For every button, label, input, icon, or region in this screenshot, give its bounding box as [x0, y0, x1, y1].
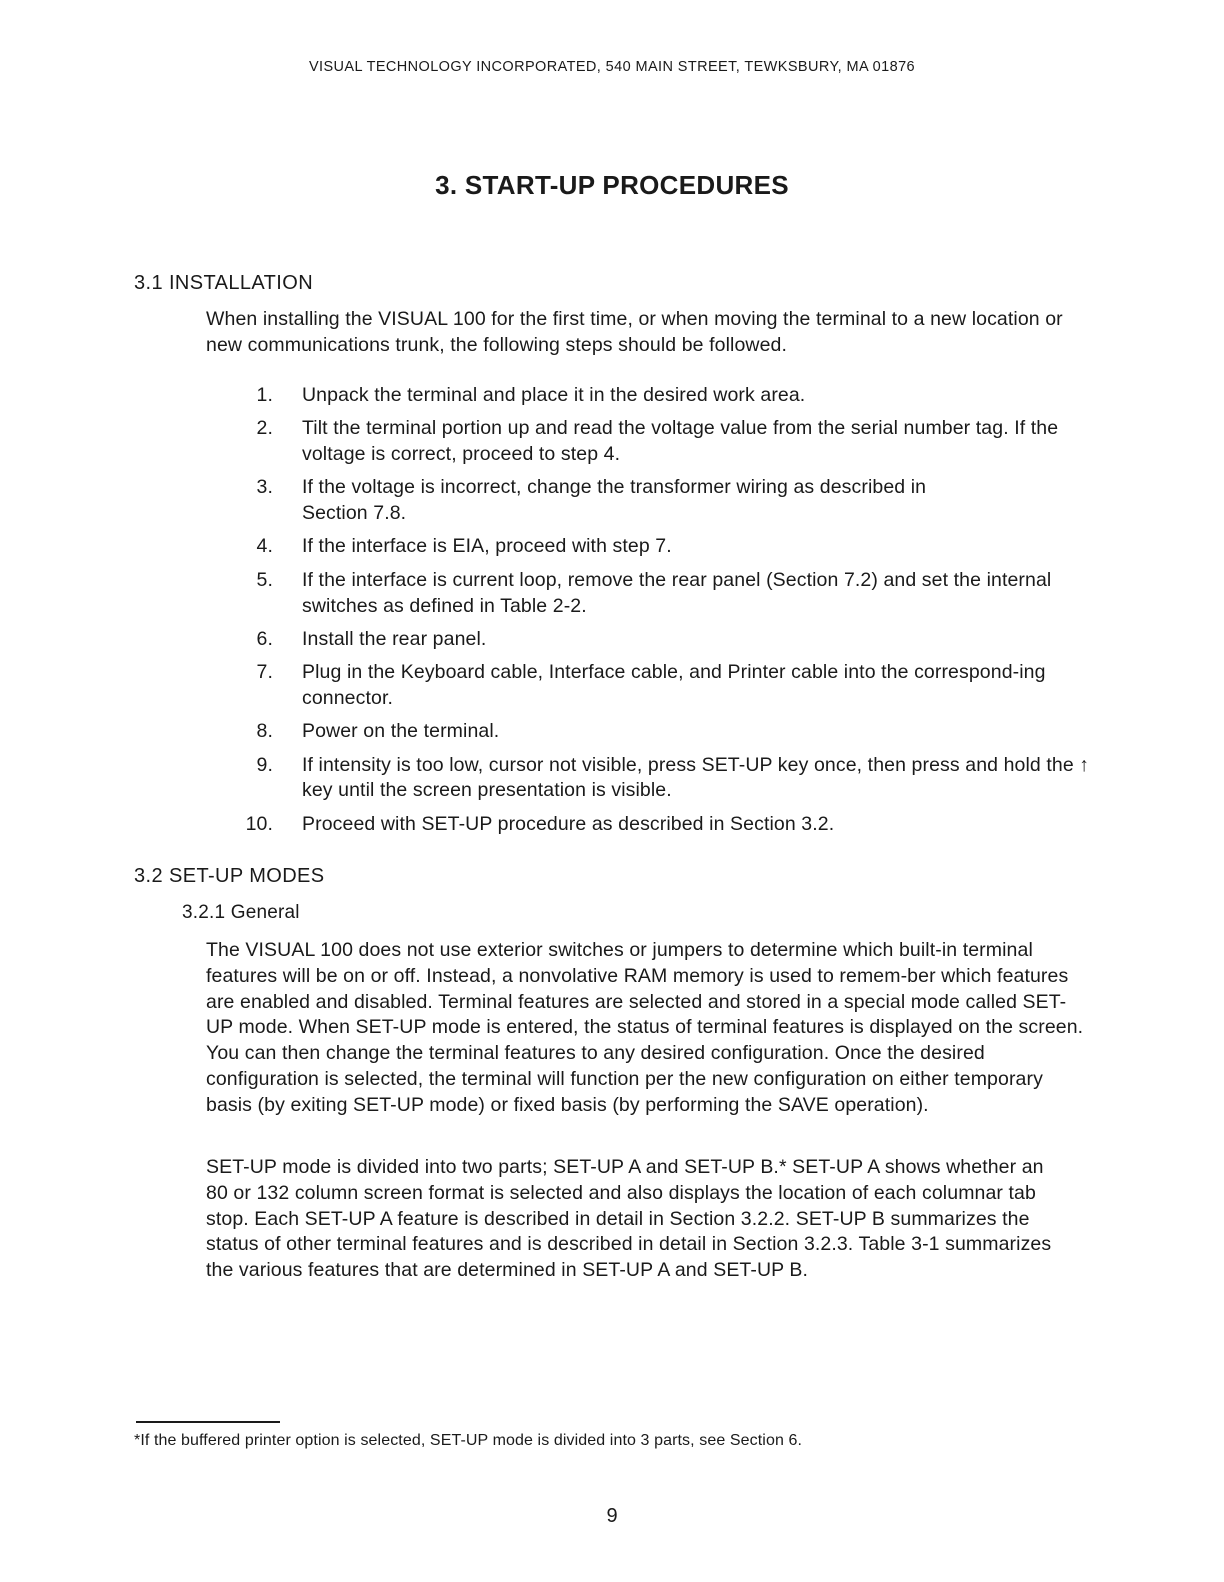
step-text: If intensity is too low, cursor not visible, press SET-UP key once, then press and hold the ↑ key until the screen presentation is visible.	[302, 753, 1090, 802]
step-number: 9.	[256, 753, 273, 776]
list-item	[230, 719, 1100, 745]
step-number: 4.	[256, 535, 273, 558]
page-number: 9	[606, 1505, 618, 1527]
step-number: 10.	[245, 812, 273, 835]
step-number: 1.	[256, 384, 273, 406]
installation-intro: When installing the VISUAL 100 for the first time, or when moving the terminal to a new location or new communications trunk, the following steps should be followed.	[206, 308, 1063, 356]
list-item	[230, 660, 1100, 712]
step-number: 3.	[256, 476, 273, 499]
general-paragraph-2: SET-UP mode is divided into two parts; SET-UP A and SET-UP B.* SET-UP A shows whether an 80 or 132 column screen format is selected and also displays the location of each columnar tab stop. Each SET-UP A feature is described in detail in Section 3.2.2. SET-UP B summarizes the status of other terminal features and is described in detail in Section 3.2.3. Table 3-1 summarizes the various features that are determined in SET-UP A and SET-UP B.	[206, 1156, 1052, 1282]
installation-steps-list	[230, 383, 1100, 845]
section-heading-installation: 3.1 INSTALLATION	[134, 272, 314, 294]
list-item	[230, 753, 1100, 805]
step-text: Install the rear panel.	[302, 627, 487, 650]
list-item	[230, 812, 1100, 838]
section-heading-setup-modes: 3.2 SET-UP MODES	[134, 865, 325, 887]
subsection-heading-general: 3.2.1 General	[182, 902, 300, 923]
step-text: Proceed with SET-UP procedure as described in Section 3.2.	[302, 812, 835, 835]
step-number: 2.	[256, 417, 273, 440]
list-item	[230, 383, 1100, 409]
step-text: Plug in the Keyboard cable, Interface cable, and Printer cable into the correspond-ing connector.	[302, 661, 1046, 709]
step-text: Unpack the terminal and place it in the desired work area.	[302, 384, 806, 406]
general-paragraph-1: The VISUAL 100 does not use exterior switches or jumpers to determine which built-in terminal features will be on or off. Instead, a nonvolative RAM memory is used to remem-ber which features are enabled and disabled. Terminal features are selected and stored in a special mode called SET-UP mode. When SET-UP mode is entered, the status of terminal features is displayed on the screen. You can then change the terminal features to any desired configuration. Once the desired configuration is selected, the terminal will function per the new configuration on either temporary basis (by exiting SET-UP mode) or fixed basis (by performing the SAVE operation).	[206, 939, 1084, 1116]
list-item	[230, 416, 1100, 468]
step-number: 6.	[256, 627, 273, 650]
step-text: If the voltage is incorrect, change the transformer wiring as described in Section 7.8.	[302, 476, 927, 525]
step-text: Tilt the terminal portion up and read the voltage value from the serial number tag. If the voltage is correct, proceed to step 4.	[302, 417, 1059, 466]
step-number: 5.	[256, 568, 273, 591]
footnote-divider	[136, 1421, 280, 1423]
footnote: *If the buffered printer option is selected, SET-UP mode is divided into 3 parts, see Section 6.	[134, 1432, 803, 1449]
step-number: 7.	[256, 661, 273, 684]
list-item	[230, 568, 1100, 620]
step-text: Power on the terminal.	[302, 720, 500, 743]
list-item	[230, 475, 1100, 527]
chapter-title: 3. START-UP PROCEDURES	[435, 170, 789, 200]
letterhead: VISUAL TECHNOLOGY INCORPORATED, 540 MAIN STREET, TEWKSBURY, MA 01876	[308, 59, 916, 75]
list-item	[230, 534, 1100, 560]
step-text: If the interface is EIA, proceed with step 7.	[302, 535, 672, 558]
list-item	[230, 627, 1100, 653]
step-number: 8.	[256, 720, 273, 743]
step-text: If the interface is current loop, remove the rear panel (Section 7.2) and set the internal switches as defined in Table 2-2.	[302, 568, 1052, 617]
